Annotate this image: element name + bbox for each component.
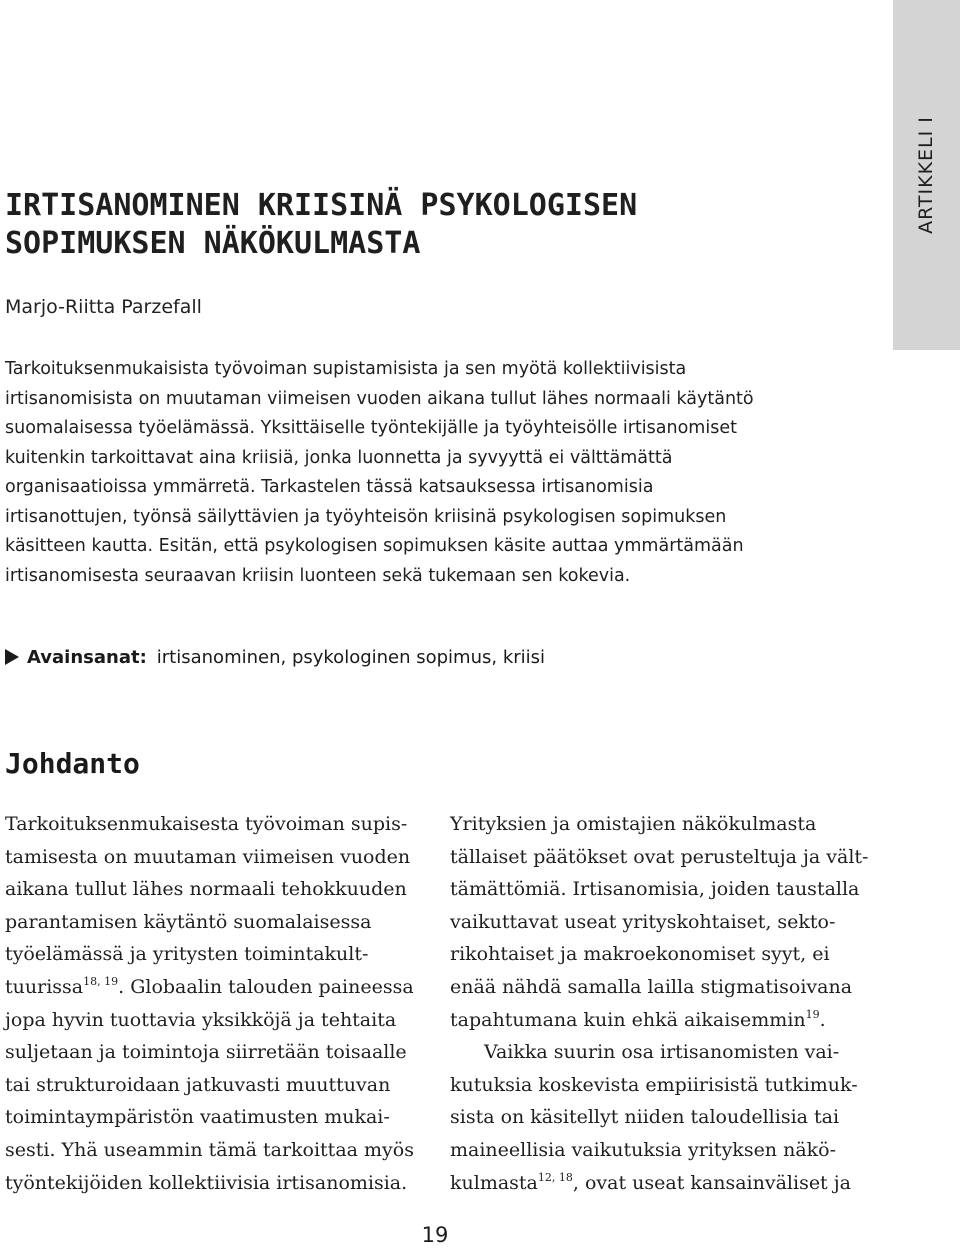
title-line: SOPIMUKSEN NÄKÖKULMASTA <box>5 226 421 261</box>
author-name: Marjo-Riitta Parzefall <box>5 296 202 318</box>
body-line: kutuksia koskevista empiirisistä tutkimuk- <box>450 1073 858 1096</box>
body-line: tämättömiä. Irtisanomisia, joiden taustalla <box>450 878 860 901</box>
side-tab-label: ARTIKKELI I <box>915 116 937 234</box>
body-line: tamisesta on muutaman viimeisen vuoden <box>5 845 411 868</box>
body-line: tai strukturoidaan jatkuvasti muuttuvan <box>5 1073 391 1096</box>
section-heading: Johdanto <box>5 747 140 780</box>
body-text: , ovat useat kansainväliset ja <box>572 1171 851 1194</box>
keywords-label: Avainsanat: <box>27 647 147 668</box>
body-line: parantamisen käytäntö suomalaisessa <box>5 910 372 933</box>
body-line: rikohtaiset ja makroekonomiset syyt, ei <box>450 943 830 966</box>
abstract-line: suomalaisessa työelämässä. Yksittäiselle työntekijälle ja työyhteisölle irtisanomiset <box>5 418 737 438</box>
body-line: Vaikka suurin osa irtisanomisten vai- <box>484 1041 840 1064</box>
body-text: tapahtumana kuin ehkä aikaisemmin <box>450 1008 806 1031</box>
body-text: . <box>819 1008 826 1031</box>
body-line: sista on käsitellyt niiden taloudellisia tai <box>450 1106 840 1129</box>
citation-superscript: 12, 18 <box>537 1170 573 1184</box>
abstract-line: kuitenkin tarkoittavat aina kriisiä, jonka luonnetta ja syvyyttä ei välttämättä <box>5 447 673 468</box>
citation-superscript: 19 <box>805 1007 820 1021</box>
body-line <box>5 971 425 1004</box>
citation-superscript: 18, 19 <box>83 974 119 988</box>
body-line: suljetaan ja toimintoja siirretään toisaalle <box>5 1041 407 1064</box>
body-text: tuurissa <box>5 975 84 998</box>
body-line: maineellisia vaikutuksia yrityksen näkö- <box>450 1138 837 1161</box>
section-side-tab <box>893 0 960 350</box>
body-line: vaikuttavat useat yrityskohtaiset, sekto- <box>450 910 836 933</box>
body-line: toimintaympäristön vaatimusten mukai- <box>5 1106 390 1129</box>
body-line: tällaiset päätökset ovat perusteltuja ja vält- <box>450 845 869 868</box>
title-line: IRTISANOMINEN KRIISINÄ PSYKOLOGISEN <box>5 188 638 223</box>
body-line <box>450 1167 870 1200</box>
abstract-line: irtisanomisesta seuraavan kriisin luonteen sekä tukemaan sen kokevia. <box>5 565 631 586</box>
body-text: . Globaalin talouden paineessa <box>118 975 414 998</box>
keywords-value: irtisanominen, psykologinen sopimus, kriisi <box>156 647 546 668</box>
body-line: aikana tullut lähes normaali tehokkuuden <box>5 878 407 901</box>
keywords <box>5 645 545 671</box>
body-line: työelämässä ja yritysten toimintakult- <box>5 943 369 966</box>
body-line: jopa hyvin tuottavia yksikköjä ja tehtaita <box>5 1008 397 1031</box>
body-line: työntekijöiden kollektiivisia irtisanomisia. <box>5 1171 408 1194</box>
abstract-line: irtisanomisista on muutaman viimeisen vuoden aikana tullut lähes normaali käytäntö <box>5 388 754 409</box>
article-title <box>5 187 875 263</box>
abstract-line: Tarkoituksenmukaisista työvoiman supistamisista ja sen myötä kollektiivisista <box>5 359 687 379</box>
abstract-line: käsitteen kautta. Esitän, että psykologisen sopimuksen käsite auttaa ymmärtämään <box>5 536 744 556</box>
body-text: kulmasta <box>450 1171 538 1194</box>
body-column-left <box>5 808 425 1199</box>
page-number: 19 <box>421 1223 449 1247</box>
abstract <box>5 355 885 591</box>
body-column-right <box>450 808 870 1199</box>
abstract-line: irtisanottujen, työnsä säilyttävien ja työyhteisön kriisinä psykologisen sopimuksen <box>5 506 727 527</box>
body-line: Yrityksien ja omistajien näkökulmasta <box>450 813 817 835</box>
body-line: sesti. Yhä useammin tämä tarkoittaa myös <box>5 1138 414 1161</box>
body-line <box>450 1004 870 1037</box>
arrow-right-icon <box>5 649 19 665</box>
body-line: Tarkoituksenmukaisesta työvoiman supis- <box>5 813 408 835</box>
abstract-line: organisaatioissa ymmärretä. Tarkastelen tässä katsauksessa irtisanomisia <box>5 477 654 497</box>
body-line: enää nähdä samalla lailla stigmatisoivana <box>450 975 853 998</box>
